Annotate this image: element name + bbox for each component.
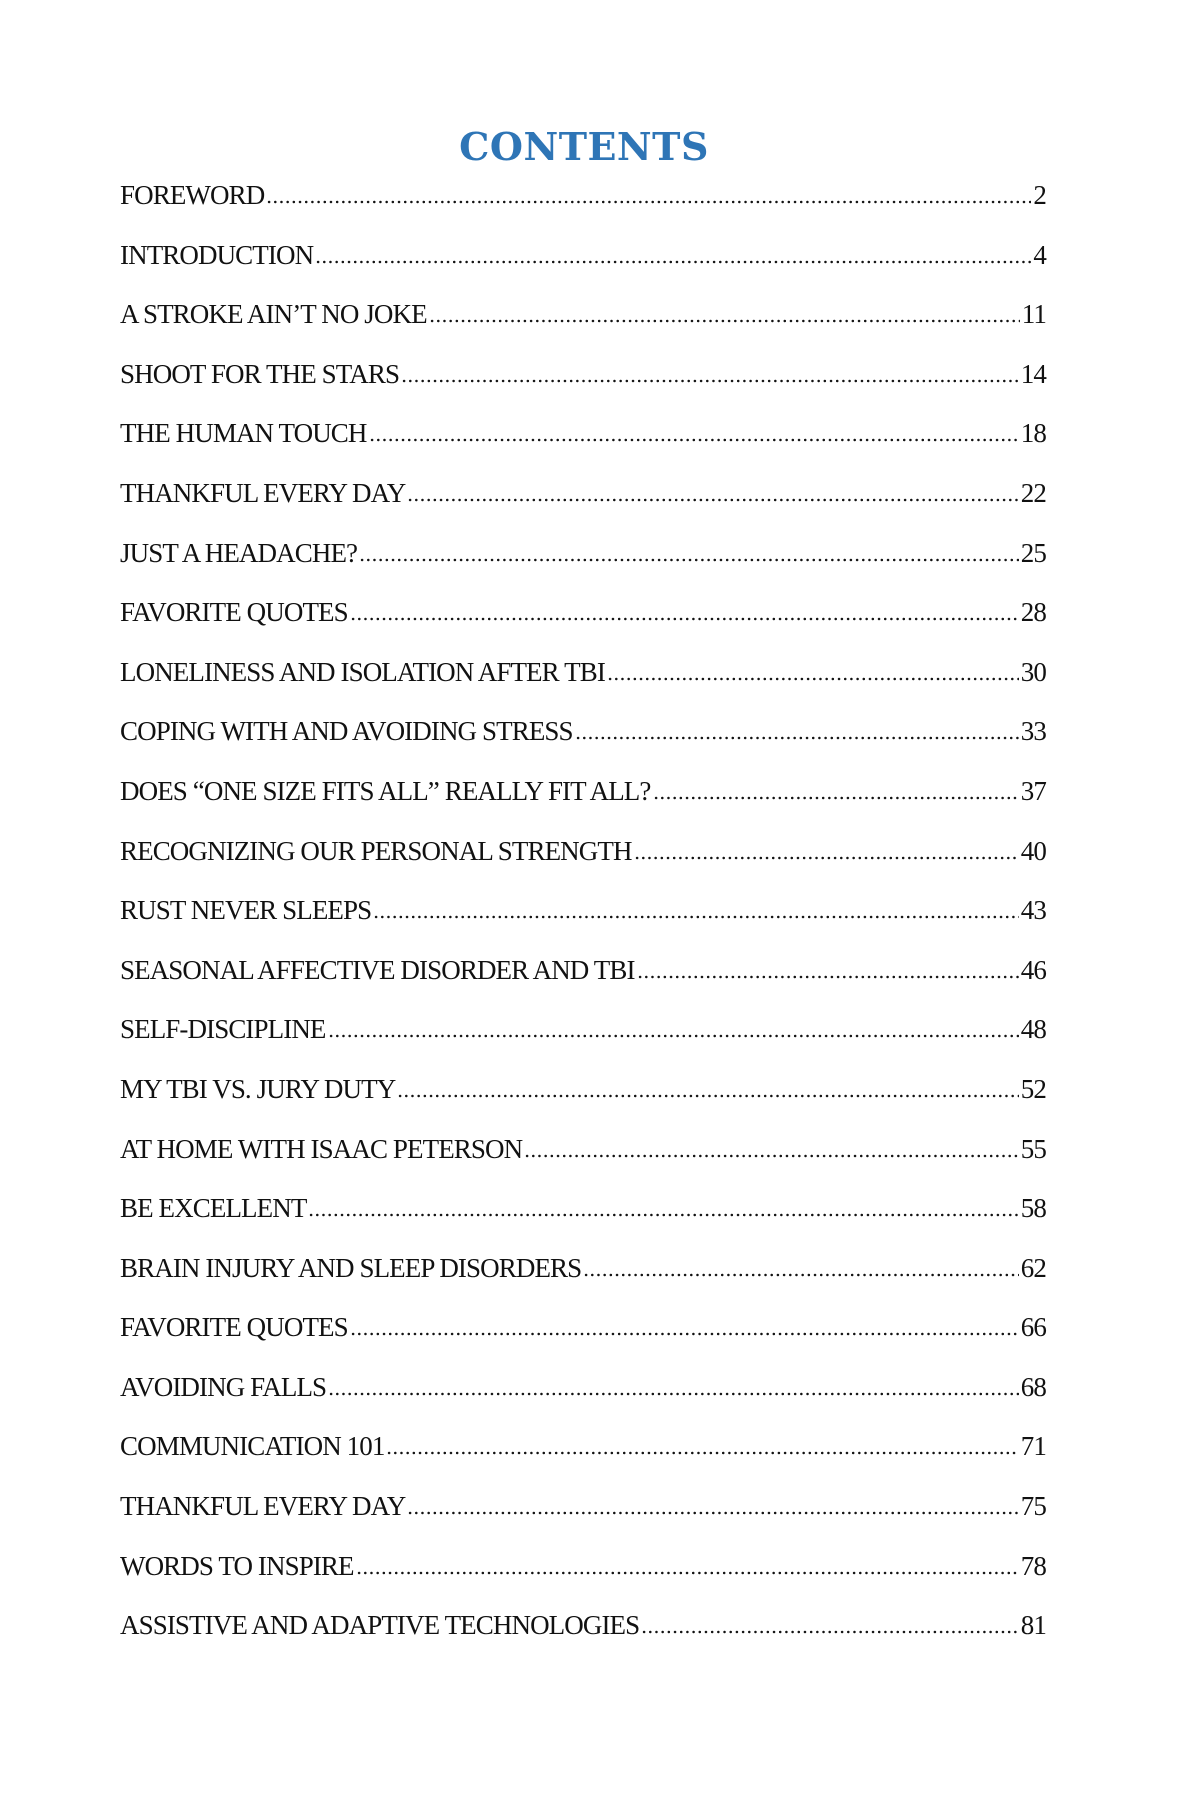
toc-entry-page: 71	[1020, 1431, 1046, 1462]
toc-entry-page: 37	[1020, 775, 1046, 806]
dot-leader	[583, 1273, 1019, 1277]
toc-entry-label: INTRODUCTION	[120, 239, 314, 270]
toc-entry[interactable]	[120, 1489, 1046, 1549]
toc-entry-page: 40	[1020, 835, 1046, 866]
toc-entry[interactable]	[120, 1251, 1046, 1311]
toc-entry[interactable]	[120, 1132, 1046, 1192]
dot-leader	[637, 975, 1019, 979]
toc-entry-label: SELF-DISCIPLINE	[120, 1014, 326, 1045]
toc-entry-label: WORDS TO INSPIRE	[120, 1550, 354, 1581]
dot-leader	[401, 379, 1019, 383]
dot-leader	[653, 796, 1019, 800]
dot-leader	[359, 558, 1019, 562]
toc-entry[interactable]	[120, 834, 1046, 894]
dot-leader	[407, 1511, 1018, 1515]
dot-leader	[524, 1154, 1019, 1158]
toc-entry-label: DOES “ONE SIZE FITS ALL” REALLY FIT ALL?	[120, 775, 651, 806]
toc-entry-label: MY TBI VS. JURY DUTY	[120, 1073, 396, 1104]
toc-entry-page: 62	[1020, 1252, 1046, 1283]
toc-entry[interactable]	[120, 357, 1046, 417]
toc-entry-label: FAVORITE QUOTES	[120, 597, 348, 628]
toc-entry-page: 11	[1021, 299, 1046, 330]
toc-entry-page: 43	[1020, 895, 1046, 926]
toc-entry[interactable]	[120, 655, 1046, 715]
toc-entry-label: FAVORITE QUOTES	[120, 1312, 348, 1343]
toc-entry-page: 22	[1020, 477, 1046, 508]
toc-entry-label: RECOGNIZING OUR PERSONAL STRENGTH	[120, 835, 632, 866]
toc-entry-label: COPING WITH AND AVOIDING STRESS	[120, 716, 573, 747]
toc-entry[interactable]	[120, 178, 1046, 238]
toc-entry[interactable]	[120, 536, 1046, 596]
dot-leader	[634, 856, 1019, 860]
contents-title: CONTENTS	[459, 124, 709, 169]
dot-leader	[641, 1630, 1019, 1634]
toc-entry-label: RUST NEVER SLEEPS	[120, 895, 372, 926]
toc-entry-label: JUST A HEADACHE?	[120, 537, 358, 568]
toc-entry-page: 33	[1020, 716, 1046, 747]
dot-leader	[575, 736, 1019, 740]
toc-entry[interactable]	[120, 1191, 1046, 1251]
dot-leader	[308, 1213, 1018, 1217]
toc-entry[interactable]	[120, 595, 1046, 655]
toc-entry-label: AVOIDING FALLS	[120, 1371, 327, 1402]
toc-entry-page: 2	[1033, 180, 1046, 210]
dot-leader	[386, 1451, 1018, 1455]
toc-entry[interactable]	[120, 416, 1046, 476]
toc-entry-label: AT HOME WITH ISAAC PETERSON	[120, 1133, 523, 1164]
toc-entry-page: 68	[1020, 1371, 1046, 1402]
toc-entry-label: THANKFUL EVERY DAY	[120, 477, 406, 508]
table-of-contents	[120, 178, 1046, 1668]
toc-entry-page: 52	[1020, 1073, 1046, 1104]
toc-entry[interactable]	[120, 1072, 1046, 1132]
toc-entry-page: 48	[1020, 1014, 1046, 1045]
toc-entry[interactable]	[120, 1549, 1046, 1609]
toc-entry[interactable]	[120, 774, 1046, 834]
toc-entry-page: 66	[1020, 1312, 1046, 1343]
toc-entry-label: THE HUMAN TOUCH	[120, 418, 367, 449]
dot-leader	[397, 1094, 1019, 1098]
dot-leader	[266, 200, 1031, 204]
toc-entry[interactable]	[120, 1310, 1046, 1370]
toc-entry-label: BRAIN INJURY AND SLEEP DISORDERS	[120, 1252, 582, 1283]
toc-entry[interactable]	[120, 714, 1046, 774]
toc-entry-label: THANKFUL EVERY DAY	[120, 1491, 406, 1522]
toc-entry-page: 18	[1020, 418, 1046, 449]
toc-entry[interactable]	[120, 297, 1046, 357]
dot-leader	[373, 915, 1019, 919]
toc-entry-page: 55	[1020, 1133, 1046, 1164]
toc-entry-label: COMMUNICATION 101	[120, 1431, 385, 1462]
toc-entry-label: A STROKE AIN’T NO JOKE	[120, 299, 427, 330]
toc-entry-label: BE EXCELLENT	[120, 1193, 307, 1224]
toc-entry-label: SHOOT FOR THE STARS	[120, 358, 400, 389]
toc-entry-page: 30	[1020, 656, 1046, 687]
toc-entry-page: 28	[1020, 597, 1046, 628]
toc-entry-page: 46	[1020, 954, 1046, 985]
toc-entry[interactable]	[120, 476, 1046, 536]
dot-leader	[328, 1034, 1019, 1038]
dot-leader	[350, 1332, 1019, 1336]
toc-entry-page: 14	[1020, 358, 1046, 389]
toc-entry-label: ASSISTIVE AND ADAPTIVE TECHNOLOGIES	[120, 1610, 640, 1641]
toc-entry[interactable]	[120, 893, 1046, 953]
dot-leader	[328, 1392, 1019, 1396]
toc-entry[interactable]	[120, 1012, 1046, 1072]
toc-entry-page: 78	[1020, 1550, 1046, 1581]
dot-leader	[350, 617, 1019, 621]
toc-entry[interactable]	[120, 953, 1046, 1013]
toc-entry-page: 4	[1033, 239, 1046, 270]
dot-leader	[369, 438, 1019, 442]
dot-leader	[315, 260, 1031, 264]
dot-leader	[407, 498, 1018, 502]
toc-entry-page: 81	[1020, 1610, 1046, 1641]
toc-entry-page: 75	[1020, 1491, 1046, 1522]
toc-entry-label: LONELINESS AND ISOLATION AFTER TBI	[120, 656, 605, 687]
toc-entry[interactable]	[120, 1429, 1046, 1489]
toc-entry-label: SEASONAL AFFECTIVE DISORDER AND TBI	[120, 954, 635, 985]
dot-leader	[607, 677, 1019, 681]
toc-entry-page: 25	[1020, 537, 1046, 568]
toc-entry[interactable]	[120, 238, 1046, 298]
toc-entry-page: 58	[1020, 1193, 1046, 1224]
dot-leader	[429, 319, 1020, 323]
toc-entry[interactable]	[120, 1608, 1046, 1668]
dot-leader	[356, 1571, 1019, 1575]
toc-entry-label: FOREWORD	[120, 180, 265, 210]
toc-entry[interactable]	[120, 1370, 1046, 1430]
